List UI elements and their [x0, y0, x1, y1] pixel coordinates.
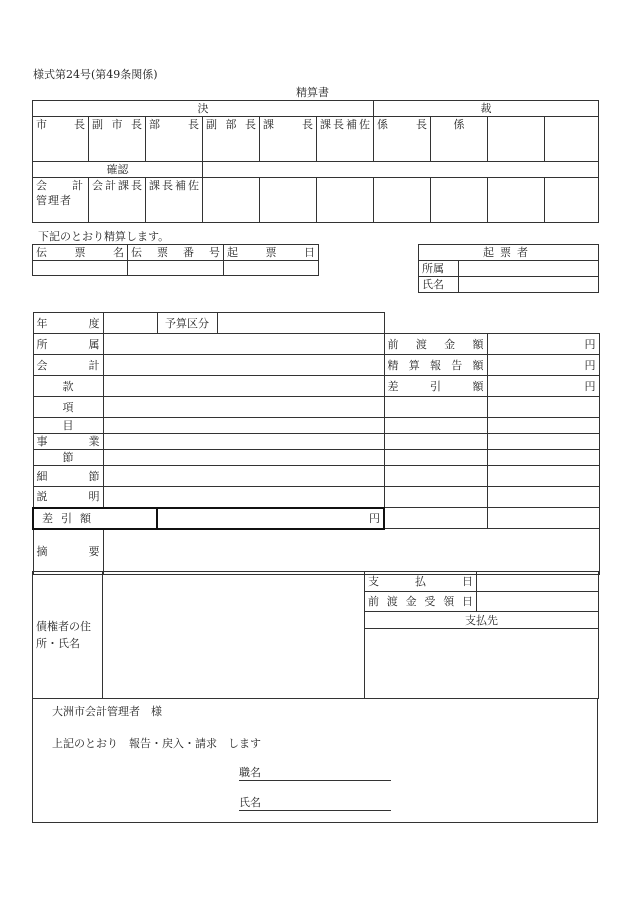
year-value	[103, 313, 157, 334]
role-deputy-director: 副部長	[203, 117, 260, 162]
issuer-dept-value	[459, 261, 599, 277]
approval-heading-left: 決	[33, 101, 374, 117]
issuer-name-label: 氏名	[419, 277, 459, 293]
role-staff: 係	[431, 117, 488, 162]
saisetsu-label: 細節	[33, 466, 103, 487]
account-value	[103, 355, 384, 376]
intro-note: 下記のとおり精算します。	[38, 230, 170, 243]
issuer-title: 起票者	[419, 245, 599, 261]
role-accounting-assistant: 課長補佐	[146, 178, 203, 223]
budget-category-label: 予算区分	[157, 313, 217, 334]
year-label: 年度	[33, 313, 103, 334]
creditor-label: 債権者の住 所・氏名	[33, 572, 103, 699]
creditor-value	[103, 572, 365, 699]
voucher-date-value	[224, 261, 319, 276]
statement: 上記のとおり 報告・戻入・請求 します	[52, 737, 261, 750]
moku-label: 目	[33, 418, 103, 434]
role-accounting-chief: 会計課長	[89, 178, 146, 223]
addressee: 大洲市会計管理者 様	[52, 705, 162, 718]
voucher-table	[32, 244, 319, 276]
report-amount-label: 精算報告額	[384, 355, 487, 376]
advance-amount-label: 前渡金額	[384, 334, 487, 355]
role-director: 部 長	[146, 117, 203, 162]
kou-label: 項	[33, 397, 103, 418]
dept-label: 所属	[33, 334, 103, 355]
role-deputy-mayor: 副市長	[89, 117, 146, 162]
approval-blank-1	[488, 117, 545, 162]
jigyo-label: 事業	[33, 434, 103, 450]
payee-label: 支払先	[365, 612, 599, 629]
name-label: 氏名	[239, 796, 261, 809]
voucher-number-label: 伝票番号	[128, 245, 224, 261]
budget-diff-yen: 円	[157, 508, 384, 529]
dept-value	[103, 334, 384, 355]
explain-label: 説明	[33, 487, 103, 508]
confirm-blank	[203, 162, 599, 178]
title-line	[239, 764, 391, 781]
setsu-label: 節	[33, 450, 103, 466]
approval-heading-right: 裁	[374, 101, 599, 117]
budget-diff-label: 差引額	[33, 508, 157, 529]
advance-amount-yen: 円	[487, 334, 599, 355]
voucher-name-value	[33, 261, 128, 276]
account-label: 会計	[33, 355, 103, 376]
receipt-date-label: 前渡金受領日	[365, 592, 477, 612]
approval-table	[32, 100, 599, 223]
voucher-number-value	[128, 261, 224, 276]
voucher-date-label: 起票日	[224, 245, 319, 261]
creditor-table	[32, 571, 599, 699]
approval-blank-2	[545, 117, 599, 162]
diff-amount-label: 差引額	[384, 376, 487, 397]
voucher-name-label: 伝票名	[33, 245, 128, 261]
budget-table	[32, 312, 600, 575]
role-mayor: 市 長	[33, 117, 89, 162]
pay-date-label: 支払日	[365, 572, 477, 592]
role-subsection-chief: 係 長	[374, 117, 431, 162]
budget-category-value	[217, 313, 384, 334]
pay-date-value	[477, 572, 599, 592]
role-section-chief: 課 長	[260, 117, 317, 162]
title-label: 職名	[239, 766, 261, 779]
summary-label: 摘要	[33, 529, 103, 575]
diff-amount-yen: 円	[487, 376, 599, 397]
issuer-table	[418, 244, 599, 293]
document-title: 精算書	[296, 86, 329, 99]
kan-label: 款	[33, 376, 103, 397]
form-number: 様式第24号(第49条関係)	[33, 68, 158, 81]
report-amount-yen: 円	[487, 355, 599, 376]
name-line	[239, 794, 391, 811]
confirm-label: 確認	[33, 162, 203, 178]
role-assistant-chief: 課長補佐	[317, 117, 374, 162]
receipt-date-value	[477, 592, 599, 612]
issuer-dept-label: 所属	[419, 261, 459, 277]
payee-value	[365, 629, 599, 699]
kan-value	[103, 376, 384, 397]
summary-value	[103, 529, 599, 575]
accountant-label: 会 計 管理者	[33, 178, 89, 223]
issuer-name-value	[459, 277, 599, 293]
